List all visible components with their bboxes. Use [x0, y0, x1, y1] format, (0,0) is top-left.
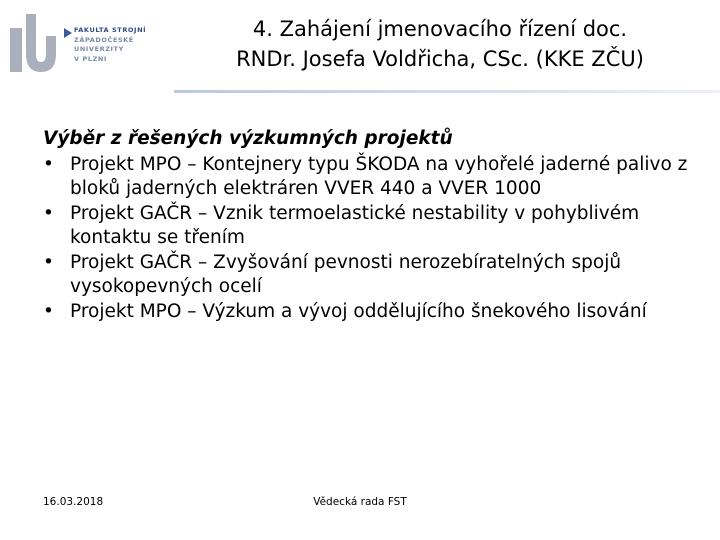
list-item-text: Projekt MPO – Kontejnery typu ŠKODA na vyhořelé jaderné palivo z bloků jaderných elektráren VVER 440 a VVER 1000 [70, 153, 688, 199]
triangle-marker-icon [64, 28, 72, 38]
list-item-text: Projekt MPO – Výzkum a vývoj oddělujícího šnekového lisování [70, 300, 647, 322]
logo-line-city: V PLZNI [74, 54, 107, 63]
project-list [43, 153, 693, 325]
bullet-icon: • [43, 202, 54, 224]
logo-line-university-1: ZÁPADOČESKÉ [74, 35, 134, 44]
logo-line-faculty: FAKULTA STROJNÍ [74, 26, 147, 34]
list-item [43, 300, 693, 325]
bullet-icon: • [43, 300, 54, 322]
slide-title-line-1: 4. Zahájení jmenovacího řízení doc. [252, 17, 628, 41]
slide-title [180, 14, 700, 74]
bullet-icon: • [43, 153, 54, 175]
slide-title-line-2: RNDr. Josefa Voldřicha, CSc. (KKE ZČU) [236, 47, 644, 71]
faculty-logo [10, 14, 170, 76]
footer-date: 16.03.2018 [43, 496, 104, 508]
footer-center-text: Vědecká rada FST [313, 496, 407, 508]
list-item-text: Projekt GAČR – Vznik termoelastické nestability v pohyblivém kontaktu se třením [70, 202, 640, 248]
logo-line-university-2: UNIVERZITY [74, 45, 124, 53]
list-item-text: Projekt GAČR – Zvyšování pevnosti nerozebíratelných spojů vysokopevných ocelí [70, 251, 622, 297]
bullet-icon: • [43, 251, 54, 273]
content-heading: Výběr z řešených výzkumných projektů [43, 128, 453, 149]
header-divider [174, 90, 720, 93]
list-item [43, 153, 693, 202]
logo-text [74, 26, 146, 64]
list-item [43, 251, 693, 300]
slide-content [43, 127, 693, 324]
list-item [43, 202, 693, 251]
university-logo-icon [10, 14, 56, 72]
